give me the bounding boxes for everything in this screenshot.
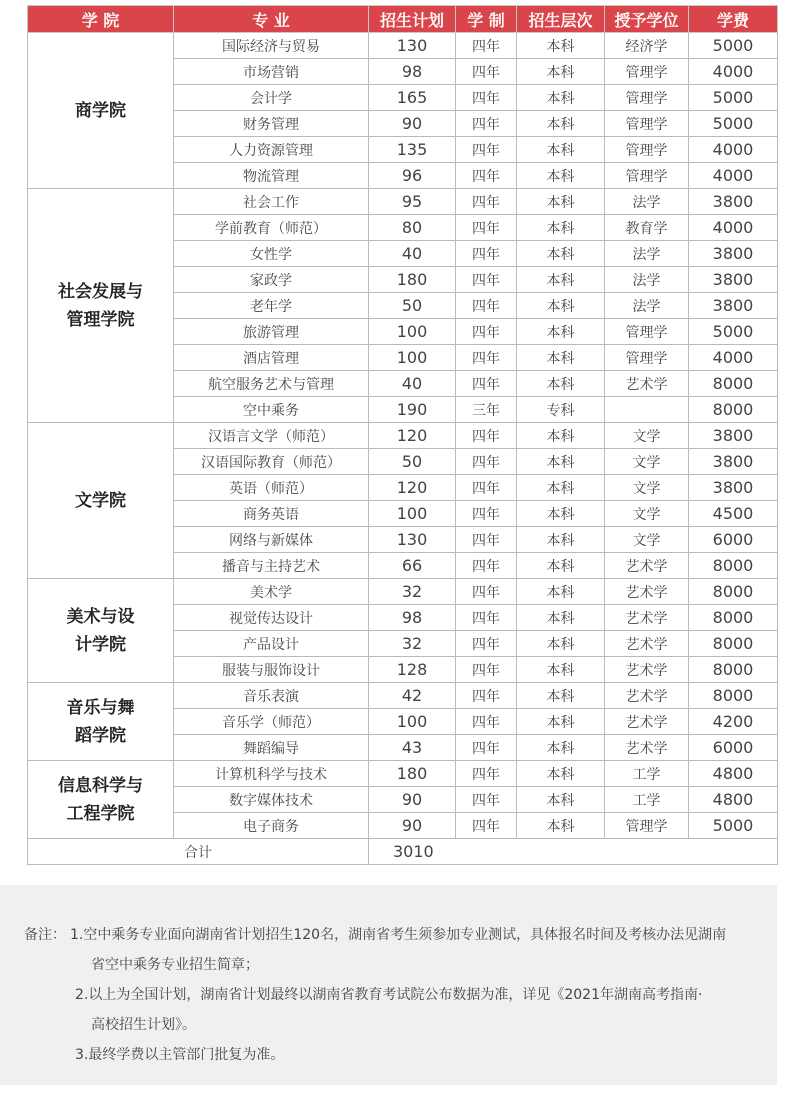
table-row	[28, 423, 778, 449]
major-cell: 旅游管理	[174, 319, 369, 345]
degree-cell	[605, 397, 689, 423]
header-level: 招生层次	[517, 6, 605, 33]
degree-cell: 艺术学	[605, 371, 689, 397]
major-cell: 财务管理	[174, 111, 369, 137]
quota-cell: 32	[369, 579, 456, 605]
degree-cell: 管理学	[605, 163, 689, 189]
duration-cell: 四年	[456, 85, 517, 111]
level-cell: 本科	[517, 605, 605, 631]
tuition-cell: 5000	[689, 85, 778, 111]
header-college: 学 院	[28, 6, 174, 33]
level-cell: 本科	[517, 709, 605, 735]
level-cell: 本科	[517, 267, 605, 293]
quota-cell: 180	[369, 761, 456, 787]
quota-cell: 96	[369, 163, 456, 189]
degree-cell: 管理学	[605, 59, 689, 85]
note-line: 高校招生计划》。	[91, 1017, 196, 1033]
level-cell: 本科	[517, 631, 605, 657]
quota-cell: 42	[369, 683, 456, 709]
degree-cell: 工学	[605, 787, 689, 813]
level-cell: 本科	[517, 449, 605, 475]
header-degree: 授予学位	[605, 6, 689, 33]
major-cell: 美术学	[174, 579, 369, 605]
major-cell: 航空服务艺术与管理	[174, 371, 369, 397]
table-header-row	[28, 6, 778, 33]
level-cell: 本科	[517, 527, 605, 553]
degree-cell: 管理学	[605, 319, 689, 345]
major-cell: 舞蹈编导	[174, 735, 369, 761]
tuition-cell: 3800	[689, 293, 778, 319]
level-cell: 本科	[517, 475, 605, 501]
college-name: 社会发展与 管理学院	[28, 189, 174, 423]
level-cell: 本科	[517, 683, 605, 709]
degree-cell: 经济学	[605, 33, 689, 59]
duration-cell: 四年	[456, 163, 517, 189]
table-row	[28, 761, 778, 787]
duration-cell: 四年	[456, 631, 517, 657]
quota-cell: 180	[369, 267, 456, 293]
major-cell: 酒店管理	[174, 345, 369, 371]
total-label: 合计	[28, 839, 369, 865]
major-cell: 计算机科学与技术	[174, 761, 369, 787]
level-cell: 本科	[517, 163, 605, 189]
tuition-cell: 3800	[689, 475, 778, 501]
table-row	[28, 33, 778, 59]
duration-cell: 四年	[456, 215, 517, 241]
major-cell: 汉语国际教育（师范）	[174, 449, 369, 475]
note-line: 省空中乘务专业招生简章；	[91, 957, 259, 973]
quota-cell: 190	[369, 397, 456, 423]
tuition-cell: 4800	[689, 761, 778, 787]
major-cell: 物流管理	[174, 163, 369, 189]
note-line: 3.最终学费以主管部门批复为准。	[75, 1047, 285, 1063]
quota-cell: 98	[369, 605, 456, 631]
tuition-cell: 8000	[689, 371, 778, 397]
duration-cell: 四年	[456, 553, 517, 579]
tuition-cell: 8000	[689, 657, 778, 683]
major-cell: 会计学	[174, 85, 369, 111]
major-cell: 空中乘务	[174, 397, 369, 423]
quota-cell: 135	[369, 137, 456, 163]
level-cell: 本科	[517, 657, 605, 683]
tuition-cell: 8000	[689, 605, 778, 631]
degree-cell: 文学	[605, 501, 689, 527]
degree-cell: 法学	[605, 189, 689, 215]
enrollment-plan-table	[27, 5, 778, 865]
tuition-cell: 3800	[689, 241, 778, 267]
major-cell: 社会工作	[174, 189, 369, 215]
tuition-cell: 5000	[689, 319, 778, 345]
degree-cell: 法学	[605, 241, 689, 267]
major-cell: 数字媒体技术	[174, 787, 369, 813]
duration-cell: 四年	[456, 345, 517, 371]
notes-label: 备注：	[24, 927, 66, 943]
degree-cell: 文学	[605, 527, 689, 553]
quota-cell: 32	[369, 631, 456, 657]
degree-cell: 管理学	[605, 137, 689, 163]
degree-cell: 艺术学	[605, 683, 689, 709]
major-cell: 家政学	[174, 267, 369, 293]
major-cell: 英语（师范）	[174, 475, 369, 501]
level-cell: 本科	[517, 293, 605, 319]
level-cell: 本科	[517, 241, 605, 267]
duration-cell: 四年	[456, 813, 517, 839]
level-cell: 本科	[517, 345, 605, 371]
duration-cell: 四年	[456, 475, 517, 501]
quota-cell: 98	[369, 59, 456, 85]
major-cell: 国际经济与贸易	[174, 33, 369, 59]
quota-cell: 90	[369, 111, 456, 137]
quota-cell: 120	[369, 423, 456, 449]
degree-cell: 法学	[605, 267, 689, 293]
college-name: 信息科学与 工程学院	[28, 761, 174, 839]
quota-cell: 128	[369, 657, 456, 683]
header-duration: 学 制	[456, 6, 517, 33]
quota-cell: 90	[369, 813, 456, 839]
table-body	[28, 33, 778, 839]
duration-cell: 四年	[456, 241, 517, 267]
duration-cell: 四年	[456, 709, 517, 735]
duration-cell: 四年	[456, 501, 517, 527]
degree-cell: 文学	[605, 423, 689, 449]
quota-cell: 66	[369, 553, 456, 579]
total-row	[28, 839, 778, 865]
degree-cell: 管理学	[605, 111, 689, 137]
note-line: 2.以上为全国计划，湖南省计划最终以湖南省教育考试院公布数据为准，详见《2021年湖南高考指南·	[75, 987, 703, 1003]
duration-cell: 四年	[456, 423, 517, 449]
quota-cell: 100	[369, 709, 456, 735]
duration-cell: 四年	[456, 787, 517, 813]
duration-cell: 四年	[456, 527, 517, 553]
quota-cell: 50	[369, 293, 456, 319]
degree-cell: 艺术学	[605, 709, 689, 735]
quota-cell: 100	[369, 501, 456, 527]
duration-cell: 四年	[456, 371, 517, 397]
note-line: 1.空中乘务专业面向湖南省计划招生120名，湖南省考生须参加专业测试，具体报名时间及考核办法见湖南	[70, 927, 727, 943]
tuition-cell: 6000	[689, 527, 778, 553]
level-cell: 专科	[517, 397, 605, 423]
level-cell: 本科	[517, 553, 605, 579]
header-tuition: 学费	[689, 6, 778, 33]
tuition-cell: 4000	[689, 345, 778, 371]
tuition-cell: 4000	[689, 59, 778, 85]
major-cell: 女性学	[174, 241, 369, 267]
header-major: 专 业	[174, 6, 369, 33]
major-cell: 人力资源管理	[174, 137, 369, 163]
notes-panel	[0, 885, 777, 1085]
degree-cell: 艺术学	[605, 553, 689, 579]
tuition-cell: 5000	[689, 33, 778, 59]
major-cell: 学前教育（师范）	[174, 215, 369, 241]
level-cell: 本科	[517, 137, 605, 163]
quota-cell: 80	[369, 215, 456, 241]
degree-cell: 艺术学	[605, 631, 689, 657]
tuition-cell: 5000	[689, 813, 778, 839]
major-cell: 视觉传达设计	[174, 605, 369, 631]
duration-cell: 四年	[456, 319, 517, 345]
duration-cell: 四年	[456, 293, 517, 319]
tuition-cell: 3800	[689, 267, 778, 293]
tuition-cell: 8000	[689, 553, 778, 579]
degree-cell: 文学	[605, 475, 689, 501]
degree-cell: 法学	[605, 293, 689, 319]
quota-cell: 165	[369, 85, 456, 111]
level-cell: 本科	[517, 501, 605, 527]
tuition-cell: 4800	[689, 787, 778, 813]
level-cell: 本科	[517, 735, 605, 761]
tuition-cell: 6000	[689, 735, 778, 761]
tuition-cell: 4000	[689, 163, 778, 189]
college-name: 美术与设 计学院	[28, 579, 174, 683]
duration-cell: 四年	[456, 59, 517, 85]
quota-cell: 50	[369, 449, 456, 475]
duration-cell: 四年	[456, 137, 517, 163]
quota-cell: 120	[369, 475, 456, 501]
major-cell: 服装与服饰设计	[174, 657, 369, 683]
level-cell: 本科	[517, 761, 605, 787]
table-row	[28, 579, 778, 605]
degree-cell: 艺术学	[605, 605, 689, 631]
college-name: 商学院	[28, 33, 174, 189]
degree-cell: 艺术学	[605, 579, 689, 605]
tuition-cell: 3800	[689, 449, 778, 475]
degree-cell: 管理学	[605, 813, 689, 839]
degree-cell: 教育学	[605, 215, 689, 241]
major-cell: 产品设计	[174, 631, 369, 657]
tuition-cell: 3800	[689, 423, 778, 449]
degree-cell: 管理学	[605, 345, 689, 371]
tuition-cell: 4000	[689, 215, 778, 241]
duration-cell: 四年	[456, 683, 517, 709]
level-cell: 本科	[517, 787, 605, 813]
duration-cell: 四年	[456, 111, 517, 137]
level-cell: 本科	[517, 579, 605, 605]
college-name: 文学院	[28, 423, 174, 579]
tuition-cell: 5000	[689, 111, 778, 137]
college-name: 音乐与舞 蹈学院	[28, 683, 174, 761]
major-cell: 汉语言文学（师范）	[174, 423, 369, 449]
level-cell: 本科	[517, 189, 605, 215]
quota-cell: 43	[369, 735, 456, 761]
degree-cell: 工学	[605, 761, 689, 787]
quota-cell: 90	[369, 787, 456, 813]
tuition-cell: 4200	[689, 709, 778, 735]
duration-cell: 四年	[456, 735, 517, 761]
duration-cell: 四年	[456, 267, 517, 293]
duration-cell: 三年	[456, 397, 517, 423]
tuition-cell: 8000	[689, 683, 778, 709]
level-cell: 本科	[517, 371, 605, 397]
header-quota: 招生计划	[369, 6, 456, 33]
quota-cell: 100	[369, 319, 456, 345]
level-cell: 本科	[517, 215, 605, 241]
total-value: 3010	[369, 839, 778, 865]
level-cell: 本科	[517, 59, 605, 85]
tuition-cell: 8000	[689, 579, 778, 605]
table-row	[28, 683, 778, 709]
degree-cell: 管理学	[605, 85, 689, 111]
tuition-cell: 4500	[689, 501, 778, 527]
degree-cell: 艺术学	[605, 657, 689, 683]
table-row	[28, 189, 778, 215]
tuition-cell: 3800	[689, 189, 778, 215]
major-cell: 音乐学（师范）	[174, 709, 369, 735]
major-cell: 播音与主持艺术	[174, 553, 369, 579]
level-cell: 本科	[517, 85, 605, 111]
duration-cell: 四年	[456, 579, 517, 605]
major-cell: 电子商务	[174, 813, 369, 839]
degree-cell: 文学	[605, 449, 689, 475]
major-cell: 音乐表演	[174, 683, 369, 709]
quota-cell: 95	[369, 189, 456, 215]
duration-cell: 四年	[456, 189, 517, 215]
duration-cell: 四年	[456, 657, 517, 683]
quota-cell: 130	[369, 33, 456, 59]
tuition-cell: 4000	[689, 137, 778, 163]
level-cell: 本科	[517, 33, 605, 59]
major-cell: 老年学	[174, 293, 369, 319]
duration-cell: 四年	[456, 33, 517, 59]
quota-cell: 40	[369, 371, 456, 397]
quota-cell: 100	[369, 345, 456, 371]
degree-cell: 艺术学	[605, 735, 689, 761]
major-cell: 商务英语	[174, 501, 369, 527]
duration-cell: 四年	[456, 605, 517, 631]
major-cell: 网络与新媒体	[174, 527, 369, 553]
tuition-cell: 8000	[689, 631, 778, 657]
duration-cell: 四年	[456, 449, 517, 475]
quota-cell: 40	[369, 241, 456, 267]
level-cell: 本科	[517, 319, 605, 345]
tuition-cell: 8000	[689, 397, 778, 423]
duration-cell: 四年	[456, 761, 517, 787]
quota-cell: 130	[369, 527, 456, 553]
level-cell: 本科	[517, 423, 605, 449]
major-cell: 市场营销	[174, 59, 369, 85]
level-cell: 本科	[517, 813, 605, 839]
level-cell: 本科	[517, 111, 605, 137]
